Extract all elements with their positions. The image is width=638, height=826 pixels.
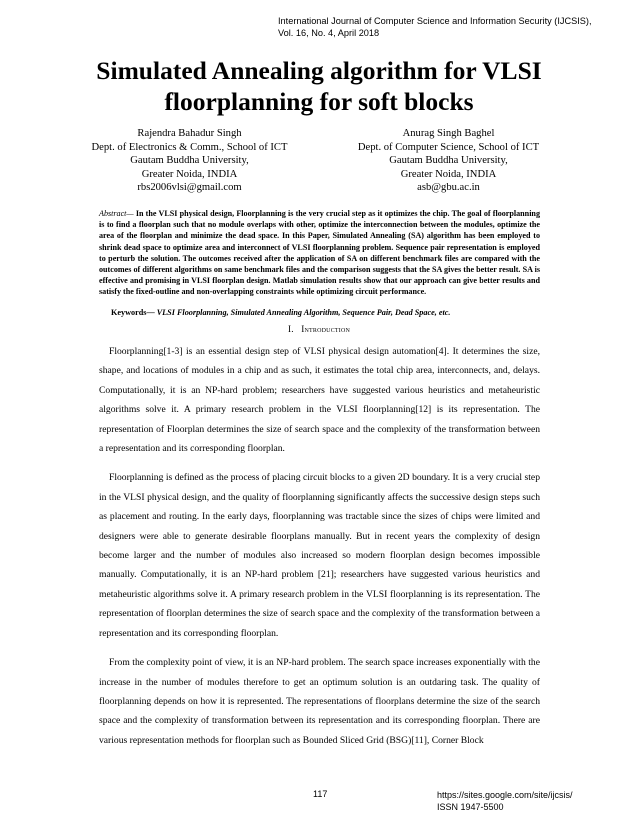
author-block — [60, 127, 578, 195]
abstract-lead: Abstract— — [99, 209, 134, 218]
author-location: Greater Noida, INDIA — [400, 168, 497, 180]
author-1 — [60, 127, 319, 195]
paper-title — [0, 55, 638, 117]
keywords — [111, 308, 551, 317]
author-dept: Dept. of Electronics & Comm., School of ICT — [91, 141, 288, 153]
section-heading — [0, 324, 638, 334]
keywords-text: VLSI Floorplanning, Simulated Annealing Algorithm, Sequence Pair, Dead Space, etc. — [156, 308, 451, 317]
journal-volume: Vol. 16, No. 4, April 2018 — [278, 28, 380, 38]
author-dept: Dept. of Computer Science, School of ICT — [357, 141, 540, 153]
journal-header — [278, 15, 592, 39]
body-text — [99, 342, 540, 760]
section-number: I. — [287, 324, 294, 334]
author-email[interactable]: rbs2006vlsi@gmail.com — [137, 182, 242, 194]
paragraph: Floorplanning is defined as the process of placing circuit blocks to a given 2D boundary. It is a very crucial step in the VLSI physical design, and the quality of floorplanning significantly affects the successive design steps such as placement and routing. In the early days, floorplanning was tractable since the sizes of chips were limited and designers were able to generate desirable floorplans manually. But in recent years the complexity of design become larger and the number of modules also increased so modern floorplan design becomes impossible manually. Computationally, it is an NP-hard problem [21]; researchers have suggested various heuristics and metaheuristic algorithms solve it. A primary research problem in the VLSI floorplanning is its representation. The representation of floorplan determines the size of search space and the complexity of the transformation between a representation and its corresponding floorplan. — [99, 472, 540, 639]
abstract-text: In the VLSI physical design, Floorplanning is the very crucial step as it optimizes the chip. The goal of floorplanning is to find a floorplan such that no module overlaps with other, optimize the interconnection between the modules, optimize the area of the floorplan and minimize the dead space. In this Paper, Simulated Annealing (SA) algorithm has been employed to shrink dead space to optimize area and interconnect of VLSI floorplanning problem. Sequence pair representation is employed to perturb the solution. The outcomes received after the application of SA on different benchmark files are compared with the outcomes of different algorithms on same benchmark files and the comparison suggests that the SA gives the better result. SA is effective and promising in VLSI floorplan design. Matlab simulation results show that our approach can give better results and satisfy the fixed-outline and non-overlapping constraints while optimizing circuit performance. — [99, 209, 540, 297]
title-line-1: Simulated Annealing algorithm for VLSI — [96, 56, 542, 85]
paragraph: From the complexity point of view, it is an NP-hard problem. The search space increases exponentially with the increase in the number of modules therefore to get an optimum solution is an outdaring task. The quality of floorplanning depends on how it is represented. The representations of floorplans determine the size of the search space and the complexity of transformation between its representation and its corresponding floorplan. There are various representation methods for floorplan such as Bounded Sliced Grid (BSG)[11], Corner Block — [99, 657, 540, 746]
author-email[interactable]: asb@gbu.ac.in — [417, 182, 480, 194]
footer-info — [437, 789, 573, 813]
author-name: Anurag Singh Baghel — [402, 128, 495, 139]
author-university: Gautam Buddha University, — [389, 155, 508, 167]
author-university: Gautam Buddha University, — [130, 155, 249, 167]
section-title: Introduction — [301, 324, 351, 334]
abstract — [99, 208, 540, 298]
keywords-lead: Keywords— — [111, 308, 157, 317]
journal-name: International Journal of Computer Science and Information Security (IJCSIS), — [278, 16, 592, 26]
title-line-2: floorplanning for soft blocks — [164, 87, 474, 116]
paragraph: Floorplanning[1-3] is an essential design step of VLSI physical design automation[4]. It determines the size, shape, and locations of modules in a chip and as such, it estimates the total chip area, interconnects, and, delays. Computationally, it is an NP-hard problem; researchers have suggested various heuristics and metaheuristic algorithms solve it. A primary research problem in the VLSI floorplanning[12] is its representation. The representation of Floorplan determines the size of search space and the complexity of the transformation between a representation and its corresponding floorplan. — [99, 346, 540, 455]
author-name: Rajendra Bahadur Singh — [137, 128, 242, 139]
issn: ISSN 1947-5500 — [437, 802, 504, 812]
author-2 — [319, 127, 578, 195]
page-number: 117 — [313, 789, 328, 799]
journal-url[interactable]: https://sites.google.com/site/ijcsis/ — [437, 790, 573, 800]
author-location: Greater Noida, INDIA — [141, 168, 238, 180]
